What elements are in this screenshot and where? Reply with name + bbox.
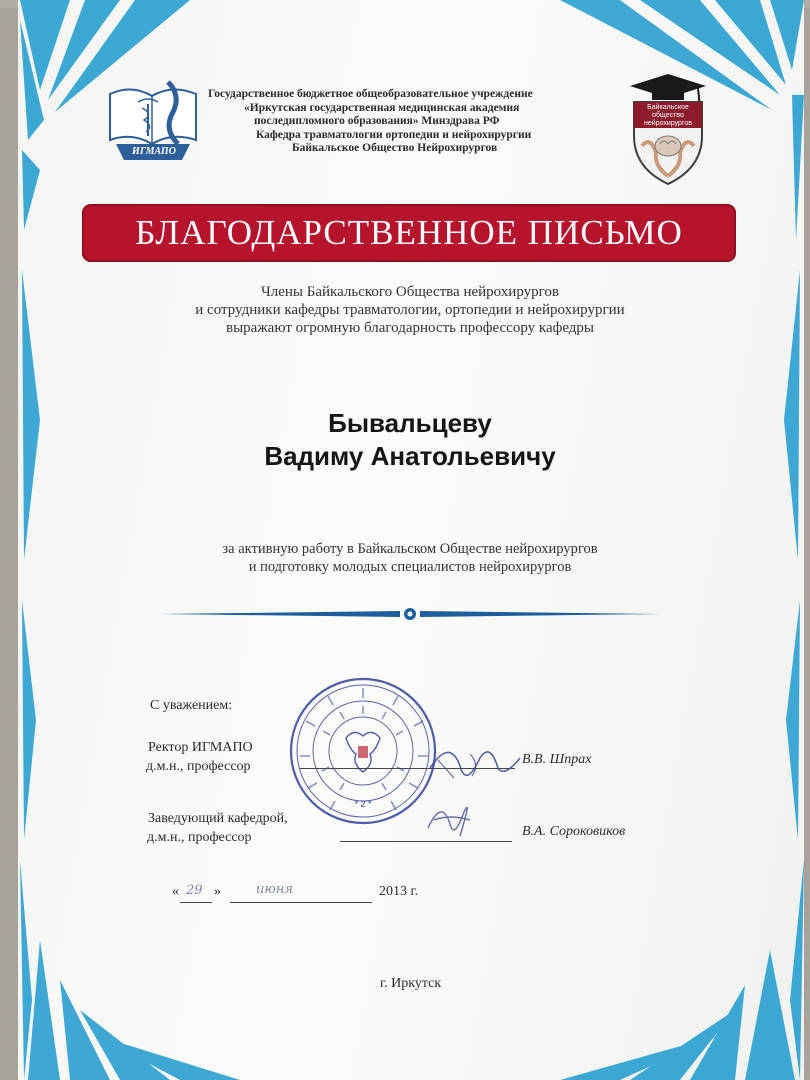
city: г. Иркутск [380,976,442,991]
org-line: «Иркутская государственная медицинская академия [244,101,520,114]
head-title: Заведующий кафедрой, [148,811,288,826]
rector-degree: д.м.н., профессор [146,759,251,774]
intro-text [100,283,720,337]
org-line: Байкальское Общество Нейрохирургов [292,142,498,154]
date-day-line [180,902,212,903]
head-name: В.А. Сороковиков [522,824,626,839]
intro-line: Члены Байкальского Общества нейрохирургов [260,284,559,300]
reason-text [110,540,710,576]
reason-line: и подготовку молодых специалистов нейрохирургов [248,559,572,575]
ornamental-divider [160,604,660,624]
date-year: 2013 г. [379,884,419,899]
organization-header [206,88,636,156]
org-line: Кафедра травматологии ортопедии и нейрохирургии [256,128,532,141]
greeting: С уважением: [150,698,233,713]
society-logo-label: Байкальское общество нейрохирургов [644,104,692,127]
title-banner [82,204,736,262]
date-open-quote: « [172,884,179,899]
reason-line: за активную работу в Байкальском Обществе нейрохирургов [222,541,598,557]
document-title: БЛАГОДАРСТВЕННОЕ ПИСЬМО [135,213,683,252]
recipient-given-names: Вадиму Анатольевичу [264,441,556,471]
date-close-quote: » [214,884,221,899]
date-month-line [230,902,372,903]
recipient-name [150,407,670,473]
rector-title: Ректор ИГМАПО [148,740,253,755]
igmapo-logo-label: ИГМАПО [132,146,176,157]
stamp-center-mark: * 2 * [354,799,372,809]
neurosurgeons-society-logo [626,72,710,188]
recipient-surname: Бывальцеву [328,408,492,438]
org-line: последипломного образования» Минздрава РФ [254,115,500,127]
rector-name: В.В. Шпрах [522,752,592,767]
date-month: июня [256,882,293,897]
date-day: 29 [186,883,203,898]
official-stamp [288,676,438,826]
intro-line: и сотрудники кафедры травматологии, ортопедии и нейрохирургии [195,302,625,318]
head-degree: д.м.н., профессор [147,830,252,845]
intro-line: выражают огромную благодарность профессору кафедры [226,320,594,336]
org-line: Государственное бюджетное общеобразовательное учреждение [208,88,533,100]
